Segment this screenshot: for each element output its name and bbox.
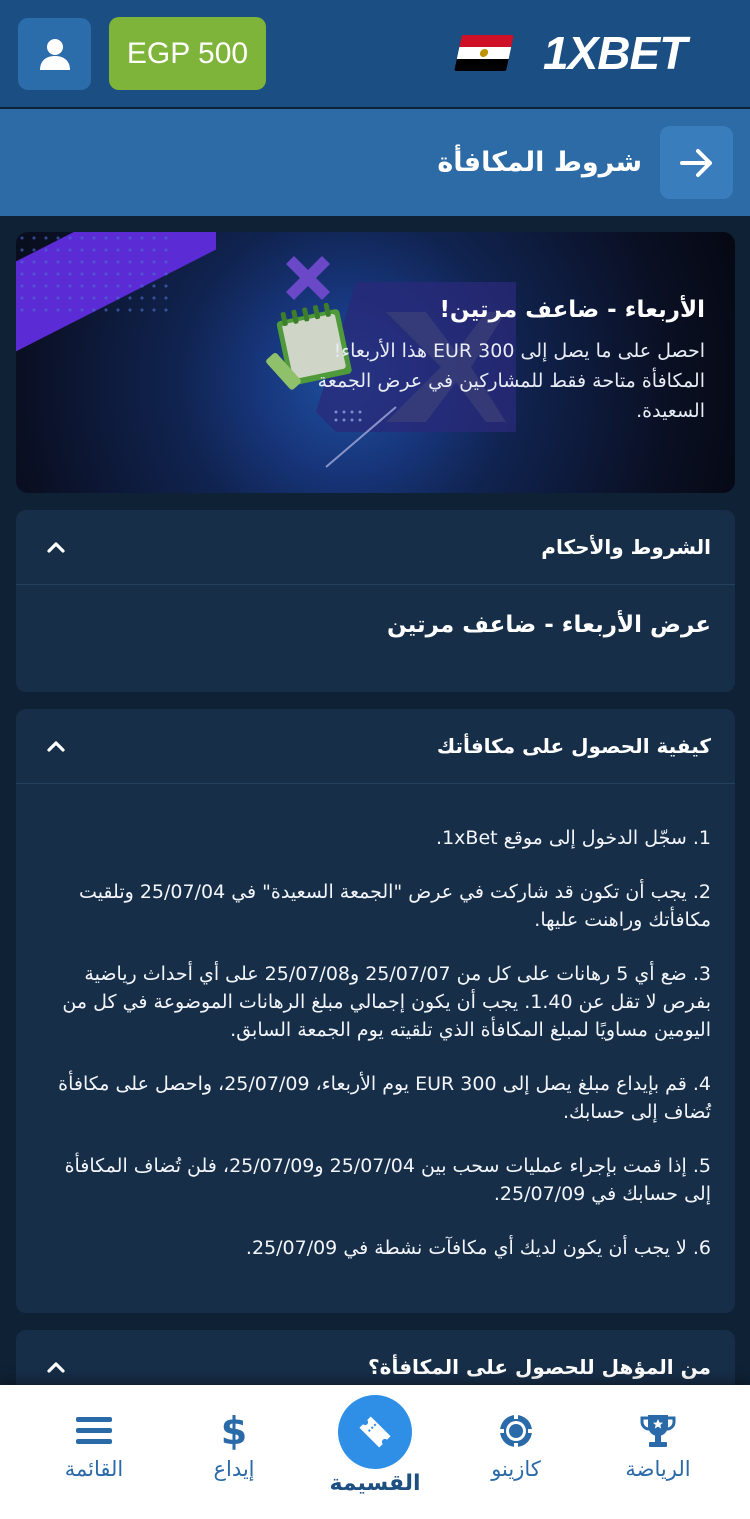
bottom-navigation	[0, 1385, 750, 1519]
coupon-button[interactable]	[338, 1395, 412, 1469]
arrow-right-icon	[680, 148, 714, 178]
banner-dots-decoration	[16, 232, 176, 312]
chevron-up-icon[interactable]	[44, 734, 68, 758]
step-item: 2. يجب أن تكون قد شاركت في عرض "الجمعة السعيدة" في 25/07/04 وتلقيت مكافأتك وراهنت عليها.	[79, 881, 711, 931]
promo-banner	[16, 232, 735, 493]
terms-card-body	[16, 585, 735, 638]
menu-icon	[74, 1411, 114, 1451]
banner-text	[285, 294, 705, 426]
how-to-card-header[interactable]	[16, 709, 735, 784]
nav-deposit-label: إيداع	[213, 1457, 255, 1481]
dollar-icon: $	[220, 1409, 248, 1453]
user-icon	[37, 36, 73, 72]
page-title-bar	[0, 109, 750, 216]
banner-description: احصل على ما يصل إلى EUR 300 هذا الأربعاء! المكافأة متاحة فقط للمشاركين في عرض الجمعة السعيدة.	[317, 340, 705, 422]
ticket-icon	[356, 1413, 394, 1451]
step-item: 5. إذا قمت بإجراء عمليات سحب بين 25/07/04 و25/07/09، فلن تُضاف المكافأة إلى حسابك في 25/07/09.	[64, 1155, 711, 1205]
profile-button[interactable]	[18, 18, 91, 90]
nav-menu-label: القائمة	[64, 1457, 124, 1481]
back-button[interactable]	[660, 126, 733, 199]
brand-logo[interactable]	[543, 28, 718, 78]
egypt-flag-icon[interactable]	[454, 35, 514, 71]
nav-casino-label: كازينو	[491, 1457, 541, 1481]
steps-list	[40, 784, 711, 1262]
nav-coupon-label[interactable]: القسيمة	[329, 1471, 421, 1496]
logo-suffix: BET	[597, 27, 687, 79]
step-item: 1. سجّل الدخول إلى موقع 1xBet.	[436, 827, 711, 849]
how-to-card	[16, 709, 735, 1313]
offer-name: عرض الأربعاء - ضاعف مرتين	[386, 612, 711, 638]
nav-sports-label: الرياضة	[625, 1457, 691, 1481]
nav-deposit[interactable]	[159, 1385, 309, 1519]
casino-chip-icon	[498, 1411, 534, 1451]
how-to-card-body	[16, 784, 735, 1262]
nav-sports[interactable]	[583, 1385, 733, 1519]
banner-heading: الأربعاء - ضاعف مرتين!	[439, 297, 705, 323]
logo-prefix: 1X	[543, 27, 598, 79]
balance-button[interactable]: EGP 500	[109, 17, 266, 90]
step-item: 6. لا يجب أن يكون لديك أي مكافآت نشطة في 25/07/09.	[245, 1237, 711, 1259]
trophy-icon	[639, 1411, 677, 1451]
nav-casino[interactable]	[441, 1385, 591, 1519]
terms-card	[16, 510, 735, 692]
page-title: شروط المكافأة	[437, 147, 642, 178]
eligibility-card-title: من المؤهل للحصول على المكافأة؟	[368, 1355, 711, 1379]
chevron-up-icon[interactable]	[44, 1355, 68, 1379]
terms-card-title: الشروط والأحكام	[541, 535, 711, 559]
terms-card-header[interactable]	[16, 510, 735, 585]
top-header	[0, 0, 750, 107]
step-item: 4. قم بإيداع مبلغ يصل إلى EUR 300 يوم الأربعاء، 25/07/09، واحصل على مكافأة تُضاف إلى حسابك.	[58, 1073, 711, 1123]
chevron-up-icon[interactable]	[44, 535, 68, 559]
how-to-card-title: كيفية الحصول على مكافأتك	[436, 734, 711, 758]
step-item: 3. ضع أي 5 رهانات على كل من 25/07/07 و25/07/08 على أي أحداث رياضية بفرص لا تقل عن 1.40. يجب أن يكون إجمالي مبلغ الرهانات الموضوعة في كل من اليومين مساويًا لمبلغ المكافأة الذي تلقيته يوم الجمعة السابق.	[62, 963, 711, 1041]
nav-menu[interactable]	[19, 1385, 169, 1519]
